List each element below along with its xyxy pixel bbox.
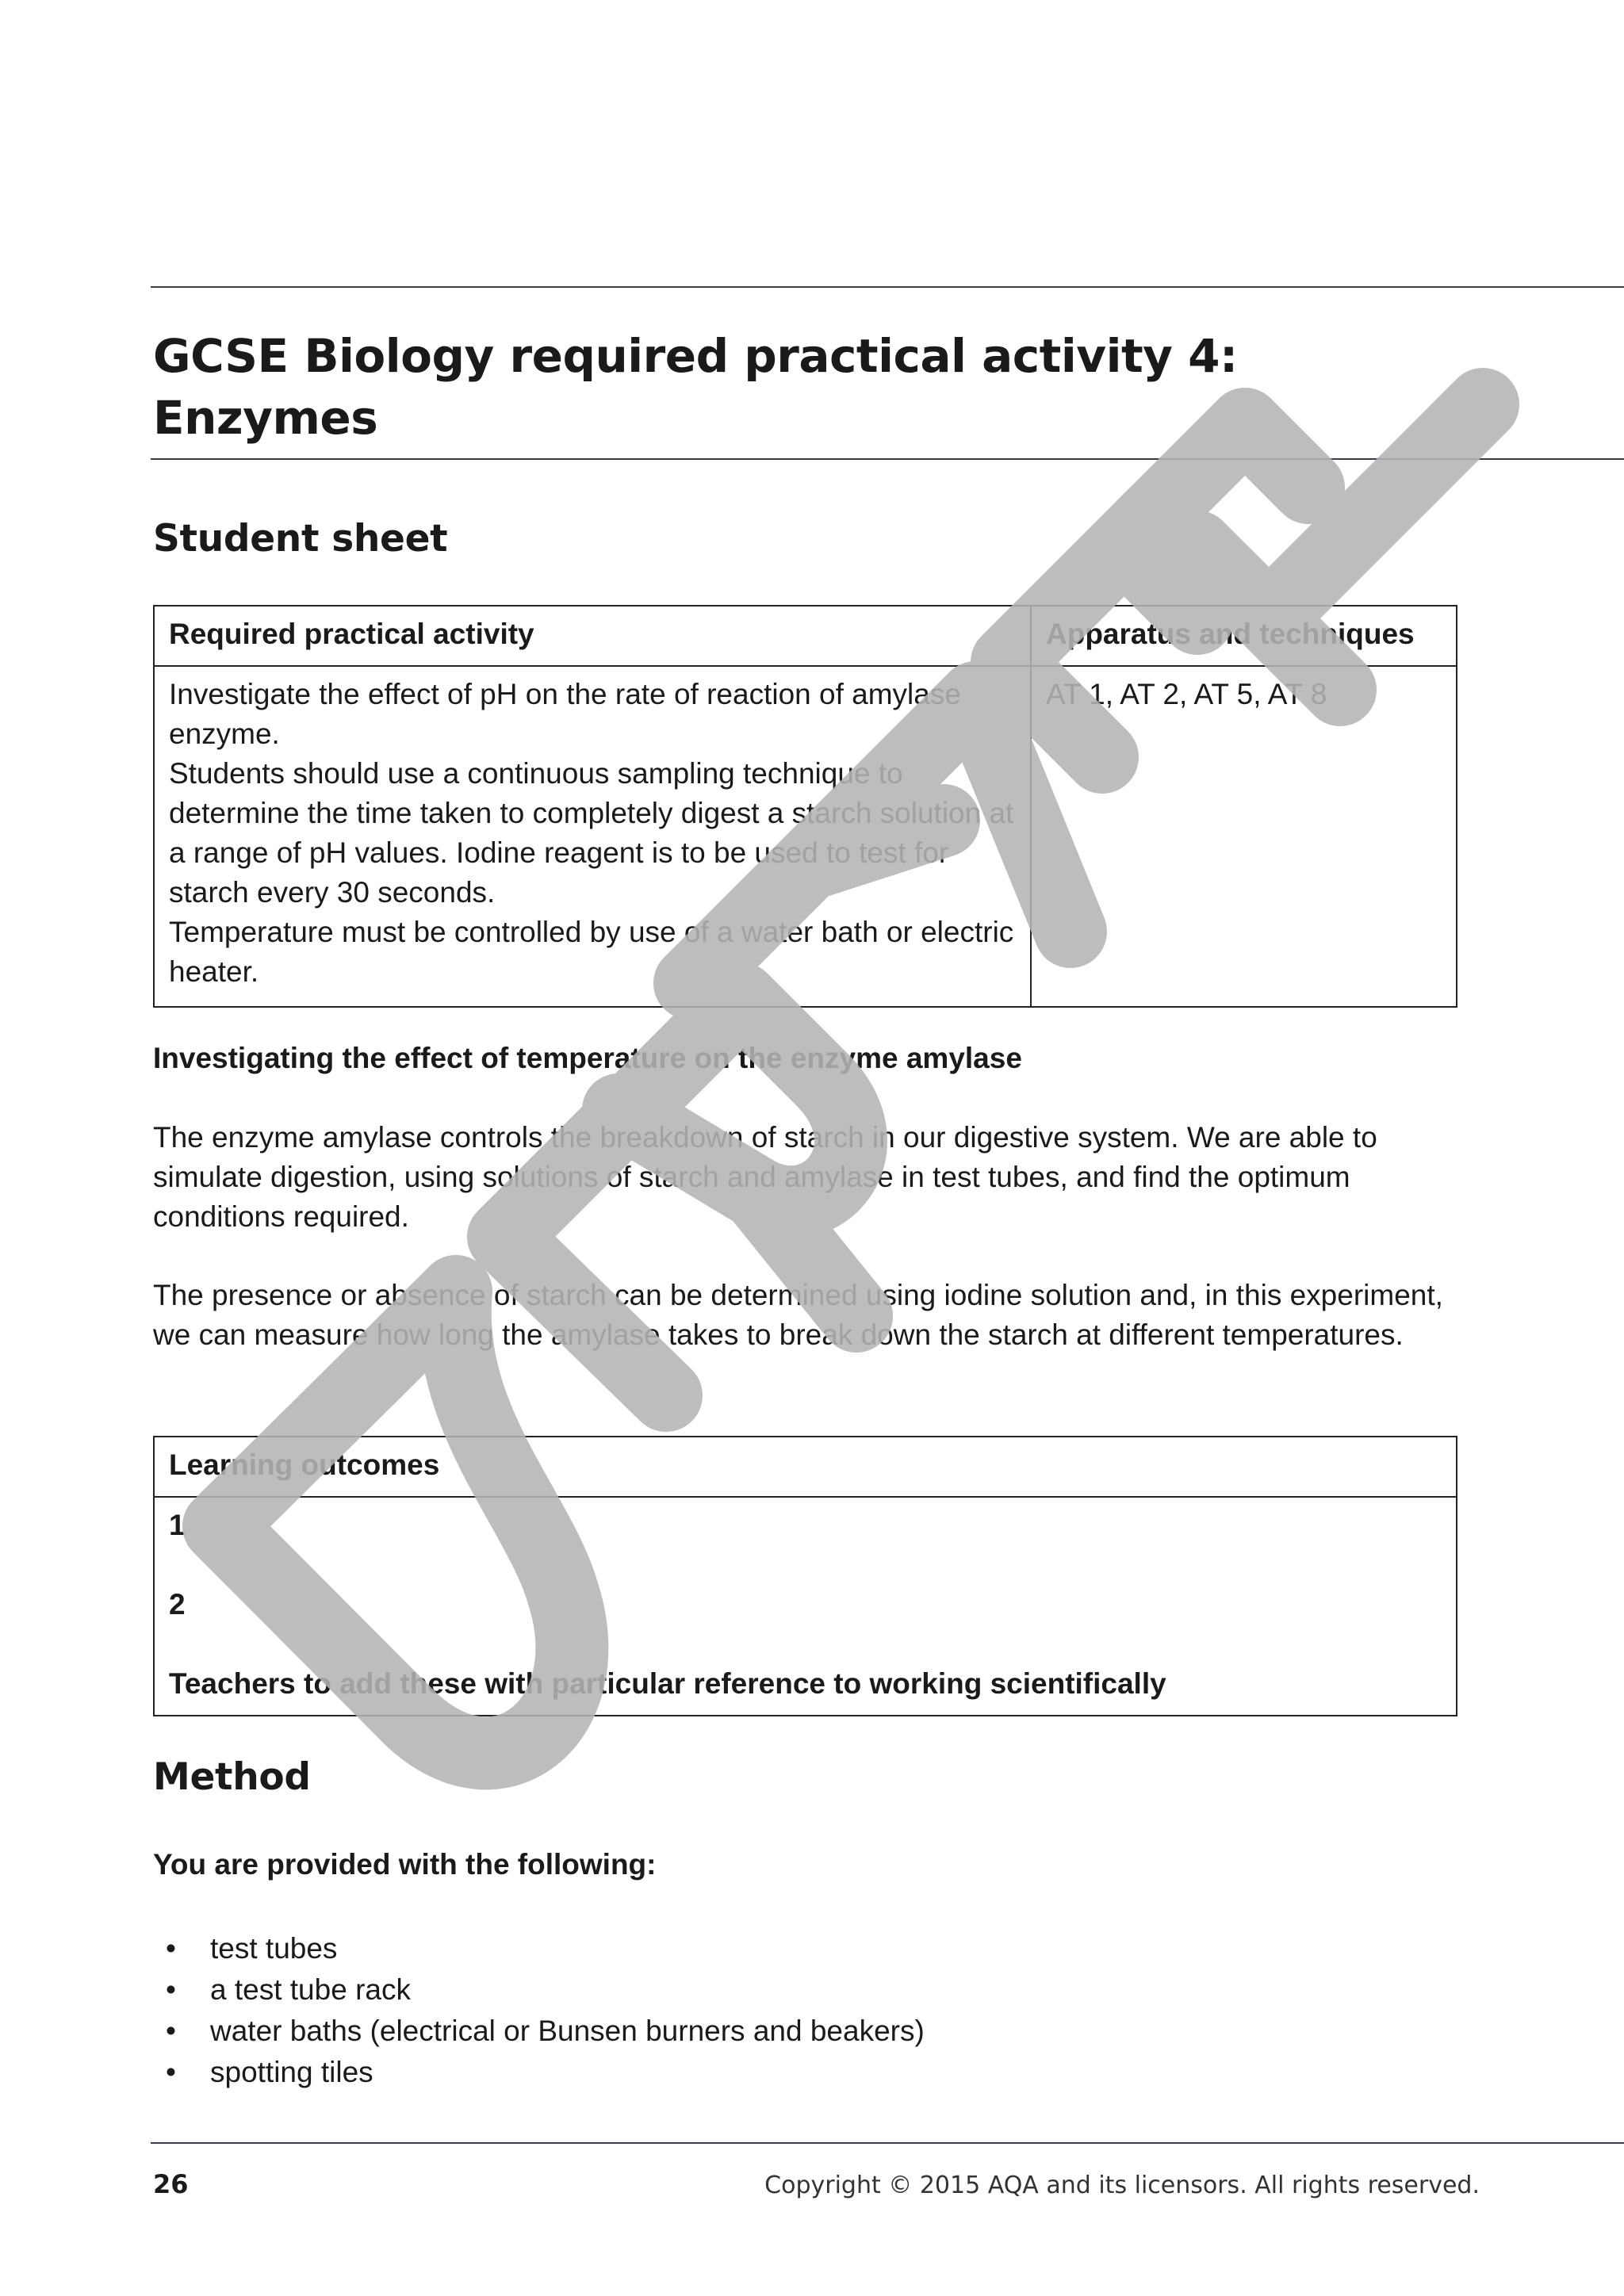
list-item-text: spotting tiles	[210, 2056, 373, 2088]
list-item-text: a test tube rack	[210, 1973, 411, 2006]
top-rule	[151, 286, 1624, 288]
page-title	[153, 325, 1238, 449]
student-sheet-heading: Student sheet	[153, 517, 448, 561]
title-bottom-rule	[151, 458, 1624, 460]
page-title-line-1: GCSE Biology required practical activity 4:	[153, 329, 1238, 383]
apparatus-techniques-header: Apparatus and techniques	[1031, 606, 1457, 666]
activity-line: Investigate the effect of pH on the rate of reaction of amylase enzyme.	[169, 678, 961, 750]
copyright-notice: Copyright © 2015 AQA and its licensors. All rights reserved.	[764, 2172, 1480, 2199]
learning-outcome-1: 1	[169, 1509, 186, 1541]
learning-outcomes-header: Learning outcomes	[154, 1437, 1457, 1497]
learning-outcomes-cell	[154, 1497, 1457, 1716]
list-item	[153, 1969, 925, 2011]
activity-line: Students should use a continuous sampling technique to determine the time taken to completely digest a starch solution at a range of pH values. Iodine reagent is to be used to test for starch every 30 seconds.	[169, 757, 1014, 909]
method-heading: Method	[153, 1755, 311, 1799]
learning-outcomes-note: Teachers to add these with particular reference to working scientifically	[169, 1667, 1166, 1700]
learning-outcomes-table	[153, 1436, 1457, 1716]
intro-paragraph-2: The presence or absence of starch can be determined using iodine solution and, in this experiment, we can measure how long the amylase takes to break down the starch at different temperatures.	[153, 1279, 1443, 1351]
learning-outcomes-row	[154, 1497, 1457, 1716]
learning-outcomes-header-row	[154, 1437, 1457, 1497]
bullet-icon: •	[166, 1973, 176, 2006]
activity-description-cell	[154, 666, 1031, 1007]
list-item	[153, 1928, 925, 1969]
equipment-list	[153, 1928, 925, 2093]
list-item	[153, 2052, 925, 2093]
intro-paragraph-1: The enzyme amylase controls the breakdown of starch in our digestive system. We are able to simulate digestion, using solutions of starch and amylase in test tubes, and find the optimum conditions required.	[153, 1121, 1377, 1233]
practical-activity-table	[153, 605, 1457, 1008]
list-item	[153, 2011, 925, 2052]
practical-table-row	[154, 666, 1457, 1007]
required-practical-activity-header: Required practical activity	[154, 606, 1031, 666]
practical-table-header-row	[154, 606, 1457, 666]
page-title-line-2: Enzymes	[153, 391, 378, 445]
apparatus-cell: AT 1, AT 2, AT 5, AT 8	[1031, 666, 1457, 1007]
activity-line: Temperature must be controlled by use of a water bath or electric heater.	[169, 916, 1014, 988]
bullet-icon: •	[166, 1932, 176, 1965]
bullet-icon: •	[166, 2015, 176, 2047]
provided-heading: You are provided with the following:	[153, 1848, 657, 1881]
list-item-text: water baths (electrical or Bunsen burners and beakers)	[210, 2015, 925, 2047]
learning-outcome-2: 2	[169, 1588, 186, 1621]
bullet-icon: •	[166, 2056, 176, 2088]
page-number: 26	[153, 2169, 189, 2199]
investigation-heading: Investigating the effect of temperature on the enzyme amylase	[153, 1042, 1022, 1074]
list-item-text: test tubes	[210, 1932, 338, 1965]
footer-rule	[151, 2142, 1624, 2144]
